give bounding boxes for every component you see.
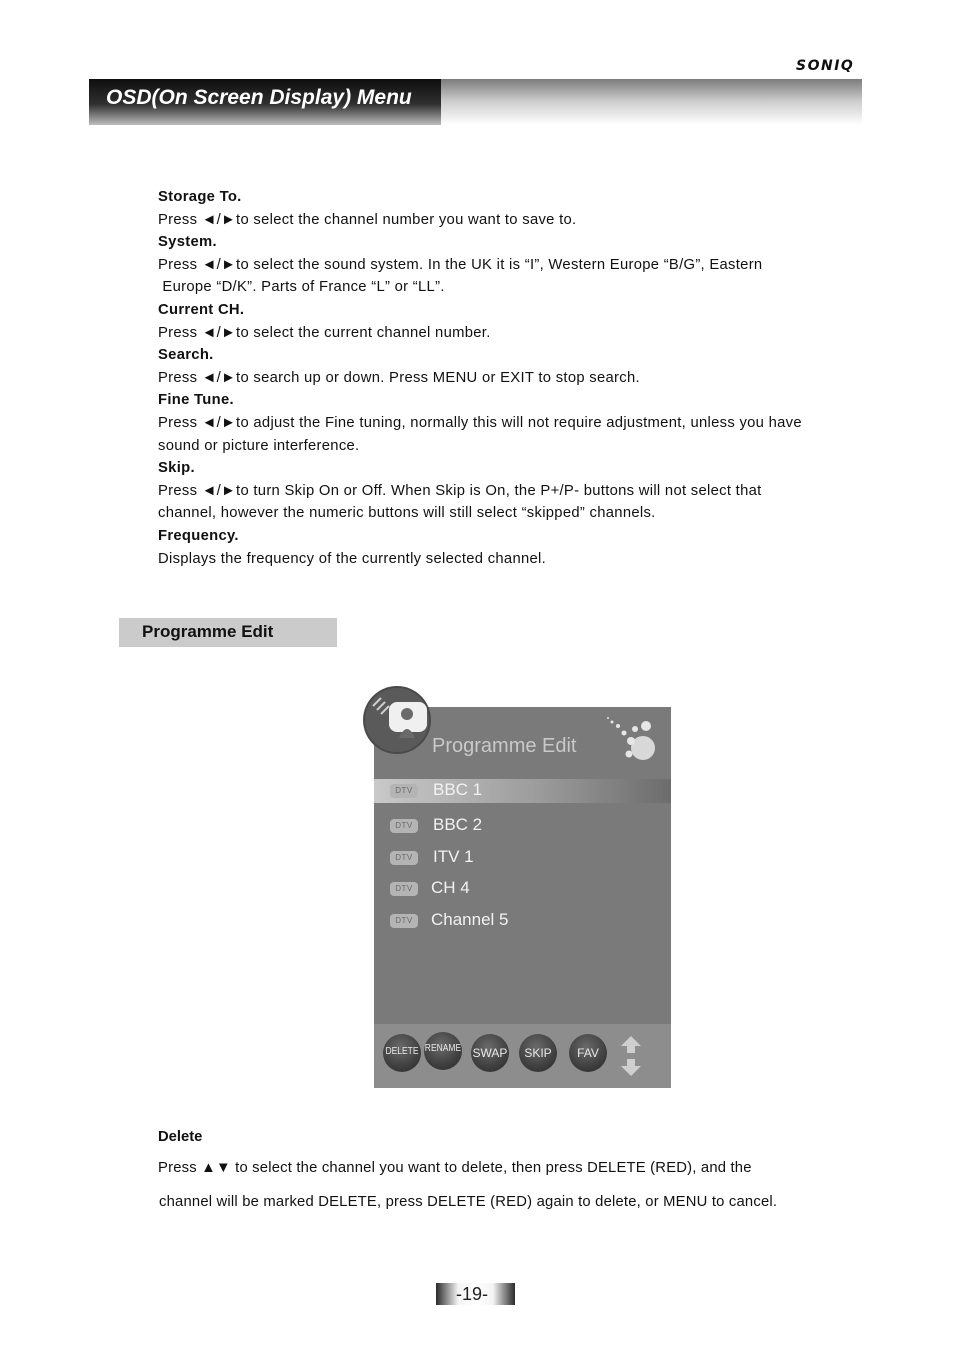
section-fine-tune bbox=[158, 389, 878, 457]
programme-edit-icon bbox=[363, 686, 431, 754]
section-heading: Frequency. bbox=[158, 527, 239, 544]
section-text: sound or picture interference. bbox=[158, 437, 360, 454]
channel-row[interactable] bbox=[374, 909, 671, 933]
dtv-badge: DTV bbox=[390, 882, 418, 896]
section-heading: System. bbox=[158, 234, 217, 251]
channel-row[interactable] bbox=[374, 877, 671, 901]
page-number bbox=[436, 1283, 515, 1305]
fav-button-label: FAV bbox=[577, 1046, 599, 1060]
swap-button[interactable] bbox=[471, 1034, 509, 1072]
section-text: Press ◄/►to select the current channel number. bbox=[158, 324, 491, 341]
section-text: Displays the frequency of the currently selected channel. bbox=[158, 550, 547, 567]
delete-button-label: DELETE bbox=[385, 1046, 419, 1057]
delete-text-line-1: Press ▲▼ to select the channel you want to delete, then press DELETE (RED), and the bbox=[158, 1160, 752, 1176]
channel-name: BBC 1 bbox=[433, 780, 483, 799]
bubbles-decoration bbox=[602, 712, 670, 762]
section-current-ch bbox=[158, 299, 878, 344]
channel-name: CH 4 bbox=[431, 878, 470, 897]
osd-title: Programme Edit bbox=[432, 735, 577, 757]
skip-button[interactable] bbox=[519, 1034, 557, 1072]
channel-name: BBC 2 bbox=[433, 815, 483, 834]
delete-heading: Delete bbox=[158, 1129, 203, 1145]
osd-screen bbox=[374, 707, 671, 1088]
page-number-text: -19- bbox=[456, 1284, 489, 1304]
delete-text-line-2: channel will be marked DELETE, press DELETE (RED) again to delete, or MENU to cancel. bbox=[159, 1194, 778, 1210]
delete-button[interactable] bbox=[383, 1034, 421, 1072]
section-text: Press ◄/►to select the sound system. In the UK it is “I”, Western Europe “B/G”, Eastern bbox=[158, 256, 763, 273]
section-text: Press ◄/►to turn Skip On or Off. When Skip is On, the P+/P- buttons will not select that bbox=[158, 482, 762, 499]
section-text: channel, however the numeric buttons will still select “skipped” channels. bbox=[158, 505, 656, 522]
dtv-badge: DTV bbox=[390, 914, 418, 928]
skip-button-label: SKIP bbox=[524, 1046, 552, 1060]
settings-description bbox=[158, 186, 878, 570]
dtv-badge: DTV bbox=[390, 851, 418, 865]
swap-button-label: SWAP bbox=[472, 1046, 508, 1060]
section-text: Press ◄/►to adjust the Fine tuning, normally this will not require adjustment, unless you have bbox=[158, 414, 802, 431]
rename-button-label: RENAME bbox=[424, 1043, 462, 1054]
section-text: Press ◄/►to search up or down. Press MENU or EXIT to stop search. bbox=[158, 369, 640, 386]
dtv-badge: DTV bbox=[390, 784, 418, 798]
section-heading: Fine Tune. bbox=[158, 392, 234, 409]
section-skip bbox=[158, 457, 878, 525]
programme-edit-label bbox=[119, 618, 337, 647]
section-frequency bbox=[158, 525, 878, 570]
fav-button[interactable] bbox=[569, 1034, 607, 1072]
section-system bbox=[158, 231, 878, 299]
dtv-badge: DTV bbox=[390, 819, 418, 833]
page-title: OSD(On Screen Display) Menu bbox=[106, 86, 412, 109]
osd-button-bar bbox=[374, 1024, 671, 1088]
section-heading: Storage To. bbox=[158, 189, 242, 205]
channel-row[interactable] bbox=[374, 779, 671, 803]
section-heading: Search. bbox=[158, 347, 214, 364]
section-heading: Current CH. bbox=[158, 301, 245, 318]
tv-person-icon bbox=[363, 686, 431, 754]
section-storage-to bbox=[158, 186, 878, 231]
section-text: Press ◄/►to select the channel number you want to save to. bbox=[158, 211, 577, 228]
section-heading: Skip. bbox=[158, 460, 195, 477]
rename-button[interactable] bbox=[424, 1032, 462, 1070]
programme-edit-label-text: Programme Edit bbox=[142, 622, 274, 641]
channel-row[interactable] bbox=[374, 846, 671, 870]
section-search bbox=[158, 344, 878, 389]
up-down-arrows-icon bbox=[619, 1034, 643, 1078]
channel-name: ITV 1 bbox=[433, 847, 474, 866]
channel-name: Channel 5 bbox=[431, 910, 509, 929]
section-text: Europe “D/K”. Parts of France “L” or “LL”. bbox=[158, 279, 445, 296]
brand-logo: SONIQ bbox=[796, 58, 855, 74]
channel-row[interactable] bbox=[374, 814, 671, 838]
